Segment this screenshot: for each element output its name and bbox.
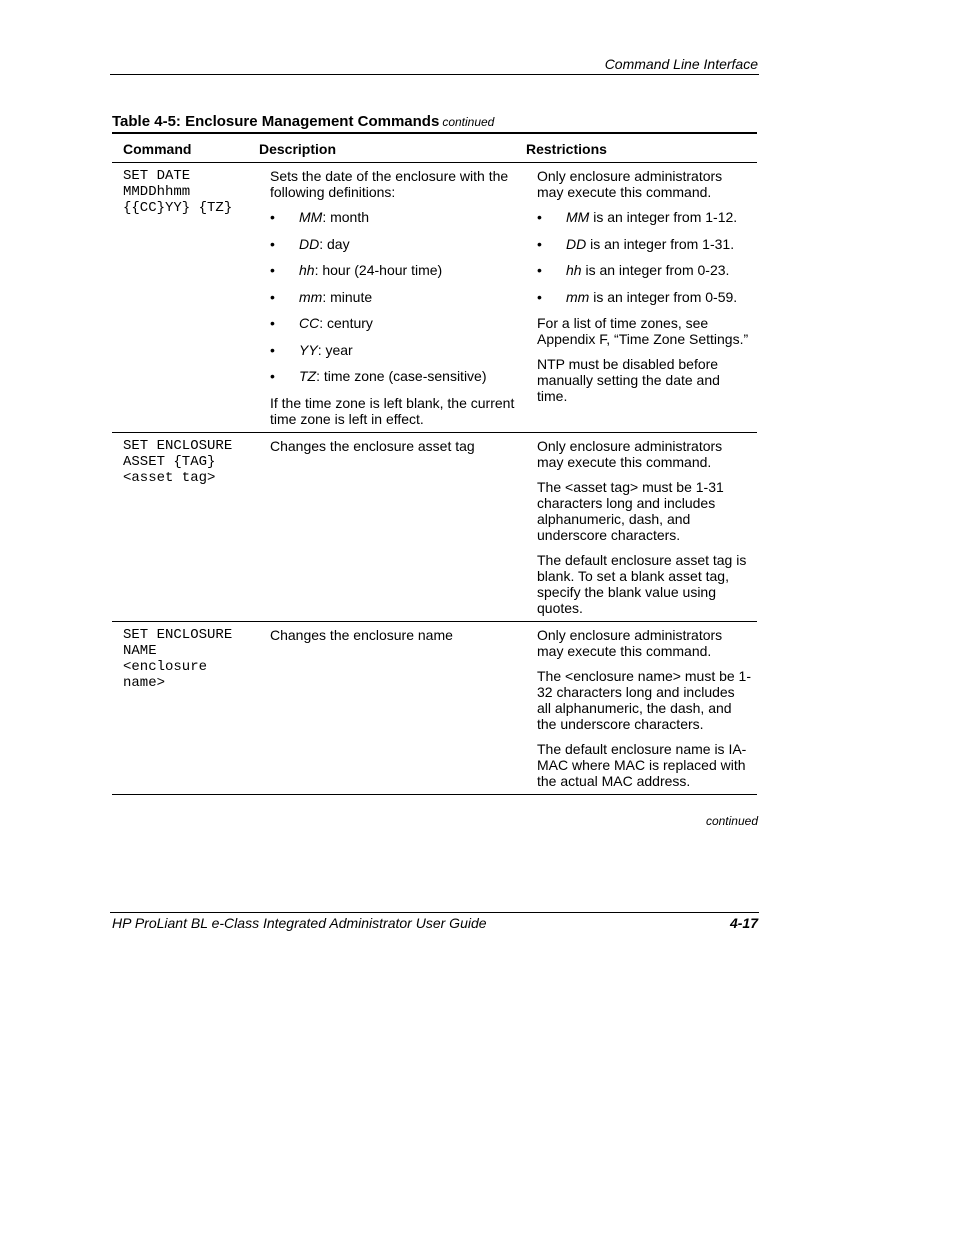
bullet-text: : minute bbox=[322, 288, 373, 305]
restriction-bullet bbox=[537, 262, 751, 278]
command-line: NAME bbox=[123, 642, 157, 659]
command-cell bbox=[112, 163, 259, 433]
bullet-icon: • bbox=[537, 209, 542, 225]
column-header-restrictions: Restrictions bbox=[526, 141, 607, 157]
command-line: name> bbox=[123, 674, 166, 691]
bullet-icon: • bbox=[270, 315, 275, 331]
bullet-text: is an integer from 0-59. bbox=[589, 288, 738, 305]
bullet-text: : century bbox=[319, 315, 373, 331]
table-header-row bbox=[112, 133, 757, 163]
bullet-icon: • bbox=[270, 288, 275, 305]
description-cell bbox=[259, 432, 526, 621]
table-caption bbox=[112, 113, 494, 130]
description-bullet bbox=[270, 289, 518, 305]
command-cell bbox=[112, 432, 259, 621]
bullet-term: DD bbox=[566, 235, 587, 252]
command-line: SET ENCLOSURE bbox=[123, 437, 233, 454]
bullet-text: is an integer from 1-31. bbox=[586, 235, 735, 252]
bullet-icon: • bbox=[270, 235, 275, 252]
table-row bbox=[112, 432, 757, 621]
table-row bbox=[112, 163, 757, 433]
description-bullet bbox=[270, 209, 518, 225]
command-line: SET ENCLOSURE bbox=[123, 626, 233, 643]
bullet-term: CC bbox=[299, 315, 320, 331]
column-header-command: Command bbox=[123, 141, 192, 157]
bullet-text: : time zone (case-sensitive) bbox=[316, 368, 487, 384]
header-rule bbox=[110, 74, 759, 75]
command-line: ASSET {TAG} bbox=[123, 453, 216, 470]
restriction-text: Only enclosure administrators may execute this command. bbox=[537, 168, 723, 200]
description-cell bbox=[259, 163, 526, 433]
bullet-icon: • bbox=[537, 235, 542, 252]
bullet-icon: • bbox=[537, 288, 542, 305]
table-caption-continued: continued bbox=[442, 115, 495, 129]
command-cell bbox=[112, 621, 259, 794]
description-cell bbox=[259, 621, 526, 794]
description-text: If the time zone is left blank, the current time zone is left in effect. bbox=[270, 394, 515, 427]
table-continued-note: continued bbox=[705, 814, 758, 828]
bullet-icon: • bbox=[270, 209, 275, 225]
bullet-term: DD bbox=[299, 235, 320, 252]
bullet-icon: • bbox=[270, 262, 275, 278]
description-text: Sets the date of the enclosure with the following definitions: bbox=[270, 168, 509, 200]
bullet-term: MM bbox=[566, 209, 590, 225]
restriction-bullet bbox=[537, 236, 751, 252]
bullet-icon: • bbox=[537, 262, 542, 278]
bullet-text: : day bbox=[319, 235, 350, 252]
command-line: {{CC}YY} {TZ} bbox=[123, 200, 233, 216]
restriction-text: The default enclosure asset tag is blank. To set a blank asset tag, specify the blank value using quotes. bbox=[537, 551, 747, 616]
restriction-text: NTP must be disabled before manually setting the date and time. bbox=[537, 356, 720, 404]
restriction-text: For a list of time zones, see Appendix F, “Time Zone Settings.” bbox=[537, 315, 749, 347]
bullet-term: MM bbox=[299, 209, 323, 225]
command-line: <enclosure bbox=[123, 658, 208, 675]
running-head: Command Line Interface bbox=[604, 56, 758, 72]
description-text: Changes the enclosure name bbox=[270, 626, 453, 643]
bullet-term: YY bbox=[299, 341, 318, 358]
footer-rule bbox=[110, 912, 759, 913]
bullet-term: TZ bbox=[299, 368, 317, 384]
bullet-term: hh bbox=[299, 262, 315, 278]
bullet-icon: • bbox=[270, 341, 275, 358]
table-row bbox=[112, 621, 757, 794]
restriction-bullet bbox=[537, 209, 751, 225]
restriction-text: The default enclosure name is IA-MAC where MAC is replaced with the actual MAC address. bbox=[537, 740, 747, 789]
description-bullet bbox=[270, 262, 518, 278]
bullet-term: mm bbox=[566, 288, 590, 305]
bullet-term: hh bbox=[566, 262, 582, 278]
restriction-text: Only enclosure administrators may execute this command. bbox=[537, 437, 723, 470]
footer-book-title: HP ProLiant BL e-Class Integrated Administrator User Guide bbox=[112, 915, 487, 931]
bullet-text: is an integer from 0-23. bbox=[581, 262, 730, 278]
table-caption-title: Table 4-5: Enclosure Management Commands bbox=[112, 113, 440, 130]
restriction-text: The <enclosure name> must be 1-32 characters long and includes all alphanumeric, the dash, and the underscore characters. bbox=[537, 667, 752, 732]
restrictions-cell bbox=[526, 621, 757, 794]
bullet-text: : year bbox=[317, 341, 353, 358]
description-bullet bbox=[270, 315, 518, 331]
restriction-text: Only enclosure administrators may execute this command. bbox=[537, 626, 723, 659]
description-bullet bbox=[270, 236, 518, 252]
column-header-description: Description bbox=[259, 141, 337, 157]
bullet-term: mm bbox=[299, 288, 323, 305]
bullet-text: : hour (24-hour time) bbox=[314, 262, 443, 278]
restriction-bullet bbox=[537, 289, 751, 305]
command-line: MMDDhhmm bbox=[123, 184, 191, 200]
restrictions-cell bbox=[526, 432, 757, 621]
bullet-text: is an integer from 1-12. bbox=[589, 209, 738, 225]
enclosure-commands-table bbox=[112, 132, 757, 795]
page-number: 4-17 bbox=[729, 915, 758, 931]
command-line: SET DATE bbox=[123, 168, 191, 184]
command-line: <asset tag> bbox=[123, 469, 216, 486]
bullet-text: : month bbox=[322, 209, 370, 225]
restrictions-cell bbox=[526, 163, 757, 433]
bullet-icon: • bbox=[270, 368, 275, 384]
description-bullet bbox=[270, 342, 518, 358]
description-bullet bbox=[270, 368, 518, 384]
description-text: Changes the enclosure asset tag bbox=[270, 437, 475, 454]
restriction-text: The <asset tag> must be 1-31 characters long and includes alphanumeric, dash, and underscore characters. bbox=[537, 478, 724, 543]
